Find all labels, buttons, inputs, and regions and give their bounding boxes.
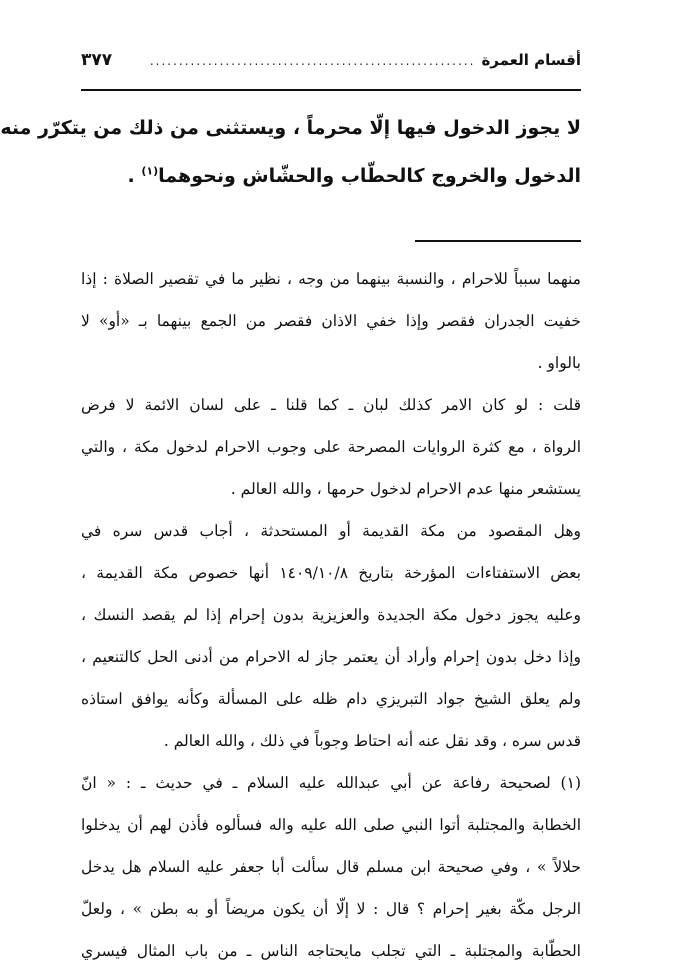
footnote-line: (١) لصحيحة رفاعة عن أبي عبدالله عليه السلام ـ في حديث ـ : « انّ xyxy=(81,774,581,792)
page-header xyxy=(81,50,581,76)
main-text-line xyxy=(81,152,581,200)
footnote-line: قلت : لو كان الامر كذلك لبان ـ كما قلنا ـ على لسان الائمة لا فرض xyxy=(81,396,581,414)
main-text-line-end: . xyxy=(127,165,135,187)
footnote-line: وعليه يجوز دخول مكة الجديدة والعزيزية بدون إحرام إذا لم يقصد النسك ، xyxy=(81,606,581,624)
leader-dots: ........................................................ xyxy=(149,54,476,68)
footnote-line: ولم يعلق الشيخ جواد التبريزي دام ظله على المسألة وكأنه يوافق استاذه xyxy=(81,690,581,708)
main-text xyxy=(0,104,581,200)
header-rule xyxy=(81,89,581,91)
footnotes xyxy=(81,258,581,972)
footnote-line: الرواة ، مع كثرة الروايات المصرحة على وجوب الاحرام لدخول مكة ، والتي xyxy=(81,438,581,456)
main-text-line: لا يجوز الدخول فيها إلّا محرماً ، ويستثنى من ذلك من يتكرّر منه xyxy=(0,117,581,139)
footnote-line: وهل المقصود من مكة القديمة أو المستحدثة ، أجاب قدس سره في xyxy=(81,522,581,540)
footnote-line: حلالاً » ، وفي صحيحة ابن مسلم قال سألت أبا جعفر عليه السلام هل يدخل xyxy=(81,858,581,876)
footnote-line: الخطابة والمجتلبة أتوا النبي صلى الله عليه واله فسألوه فأذن لهم أن يدخلوا xyxy=(81,816,581,834)
footnote-line: وإذا دخل بدون إحرام وأراد أن يعتمر جاز له الاحرام من أدنى الحل كالتنعيم ، xyxy=(81,648,581,666)
footnote-line: منهما سبباً للاحرام ، والنسبة بينهما من وجه ، نظير ما في تقصير الصلاة : إذا xyxy=(81,270,581,288)
footnote-line: بعض الاستفتاءات المؤرخة بتاريخ ١٤٠٩/١٠/٨ أنها خصوص مكة القديمة ، xyxy=(81,564,581,582)
footnote-marker: (١) xyxy=(141,164,159,178)
page-number: ٣٧٧ xyxy=(81,50,113,70)
footnote-line: قدس سره ، وقد نقل عنه أنه احتاط وجوباً في ذلك ، والله العالم . xyxy=(163,732,581,750)
book-page xyxy=(0,40,581,960)
footnote-line: بالواو . xyxy=(537,354,581,372)
main-text-line-body: الدخول والخروج كالحطّاب والحشّاش ونحوهما xyxy=(158,165,581,187)
footnote-line: خفيت الجدران فقصر وإذا خفي الاذان فقصر من الجمع بينهما بـ «أو» لا xyxy=(81,312,581,330)
footnote-line: الحطّابة والمجتلبة ـ التي تجلب مايحتاجه الناس ـ من باب المثال فيسري xyxy=(81,942,581,960)
footnote-separator xyxy=(415,240,581,242)
running-title: أقسام العمرة xyxy=(481,51,581,69)
footnote-line: الرجل مكّة بغير إحرام ؟ قال : لا إلّا أن يكون مريضاً أو به بطن » ، ولعلّ xyxy=(81,900,581,918)
footnote-line: يستشعر منها عدم الاحرام لدخول حرمها ، والله العالم . xyxy=(230,480,581,498)
